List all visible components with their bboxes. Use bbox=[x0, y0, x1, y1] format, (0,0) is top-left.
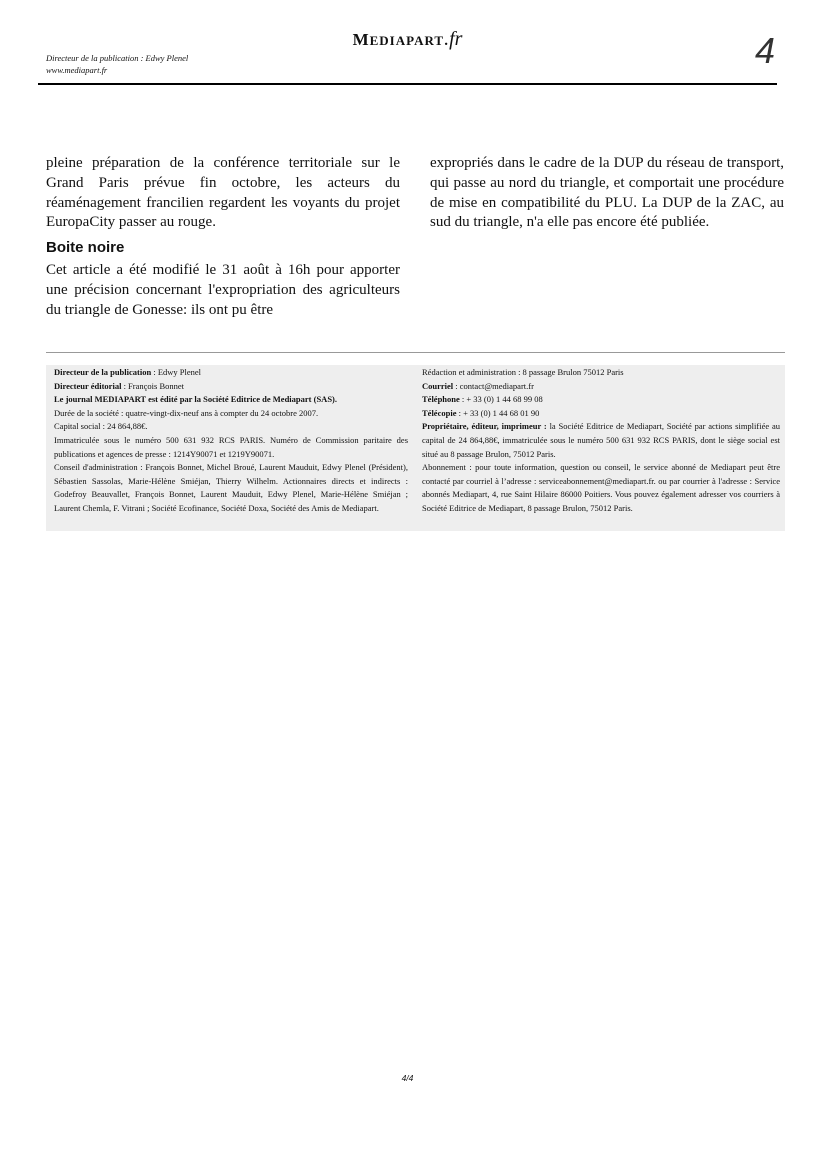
colophon-registration: Immatriculée sous le numéro 500 631 932 RCS PARIS. Numéro de Commission paritaire des publications et agences de presse : 1214Y90071 et 1219Y90071. bbox=[54, 434, 408, 459]
article-column-left bbox=[46, 154, 400, 321]
publication-director: Directeur de la publication : Edwy Plenel bbox=[46, 53, 189, 63]
website-link[interactable]: www.mediapart.fr bbox=[46, 65, 108, 75]
colophon-label: Télécopie bbox=[422, 407, 457, 418]
colophon-address: Rédaction et administration : 8 passage Brulon 75012 Paris bbox=[422, 367, 624, 377]
colophon-subscription: Abonnement : pour toute information, question ou conseil, le service abonné de Mediapart peut être contacté par courriel à l’adresse : serviceabonnement@mediapart.fr. ou par courrier à l'adresse : Service abonnés Mediapart, 4, rue Saint Hilaire 86000 Poitiers. Vous pouvez également adresser vos courriers à Société Editrice de Mediapart, 8 passage Brulon, 75012 Paris. bbox=[422, 462, 780, 513]
colophon-owner bbox=[422, 420, 780, 461]
colophon-value[interactable]: : contact@mediapart.fr bbox=[453, 380, 534, 391]
colophon-publisher: Le journal MEDIAPART est édité par la Société Editrice de Mediapart (SAS). bbox=[54, 394, 338, 405]
colophon-label: Propriétaire, éditeur, imprimeur : bbox=[422, 421, 547, 432]
logo-initial: M bbox=[352, 30, 370, 49]
colophon-value: la Société Editrice de Mediapart, Société par actions simplifiée au capital de 24 864,88€, immatriculée sous le numéro 500 631 932 RCS PARIS, dont le siège social est situé au 8 passage Brulon, 75012 Paris. bbox=[422, 421, 780, 459]
logo-text: EDIAPART bbox=[369, 33, 445, 48]
colophon-value: : + 33 (0) 1 44 68 99 08 bbox=[459, 394, 543, 405]
colophon-label: Directeur éditorial bbox=[54, 380, 122, 391]
colophon-duration: Durée de la société : quatre-vingt-dix-neuf ans à compter du 24 octobre 2007. bbox=[54, 407, 319, 418]
colophon-editorial bbox=[54, 380, 408, 394]
colophon-right bbox=[422, 366, 780, 516]
colophon-label: Courriel bbox=[422, 380, 454, 391]
colophon-label: Directeur de la publication bbox=[54, 367, 152, 377]
header-publication-info bbox=[46, 52, 188, 76]
mediapart-logo bbox=[0, 28, 815, 51]
colophon-left bbox=[54, 366, 408, 516]
colophon-board: Conseil d'administration : François Bonnet, Michel Broué, Laurent Mauduit, Edwy Plenel (Président), Sébastien Sassolas, Marie-Hélène Smiéjan, Thierry Wilhelm. Actionnaires directs et indirects : Godefroy Beauvallet, François Bonnet, Laurent Mauduit, Edwy Plenel, Marie-Hélène Smiéjan ; Laurent Chemla, F. Vitrani ; Société Ecofinance, Société Doxa, Société des Amis de Mediapart. bbox=[54, 462, 408, 513]
colophon-email bbox=[422, 380, 780, 394]
colophon-fax bbox=[422, 407, 780, 421]
colophon-value: : François Bonnet bbox=[121, 380, 185, 391]
colophon-capital: Capital social : 24 864,88€. bbox=[54, 421, 148, 432]
pagination: 4/4 bbox=[401, 1073, 414, 1083]
header-divider bbox=[38, 83, 777, 85]
page-number: 4 bbox=[754, 30, 775, 71]
colophon-label: Téléphone bbox=[422, 394, 460, 405]
colophon-phone bbox=[422, 393, 780, 407]
article-paragraph: Cet article a été modifié le 31 août à 16h pour apporter une précision concernant l'expropriation des agriculteurs du triangle de Gonesse: ils ont pu être bbox=[46, 262, 400, 318]
article-paragraph: pleine préparation de la conférence territoriale sur le Grand Paris prévue fin octobre, les acteurs du réaménagement francilien regardent les voyants du projet EuropaCity passer au rouge. bbox=[46, 155, 400, 231]
article-paragraph: expropriés dans le cadre de la DUP du réseau de transport, qui passe au nord du triangle, et comportait une procédure de mise en compatibilité du PLU. La DUP de la ZAC, au sud du triangle, n'a elle pas encore été publiée. bbox=[430, 155, 784, 231]
article-column-right bbox=[430, 154, 784, 233]
colophon-box bbox=[46, 365, 785, 531]
colophon-director bbox=[54, 366, 408, 380]
footer-divider bbox=[46, 352, 785, 353]
colophon-value: : + 33 (0) 1 44 68 01 90 bbox=[456, 407, 540, 418]
logo-suffix: .fr bbox=[444, 28, 463, 50]
colophon-value: : Edwy Plenel bbox=[151, 367, 202, 377]
section-heading: Boite noire bbox=[46, 239, 125, 257]
